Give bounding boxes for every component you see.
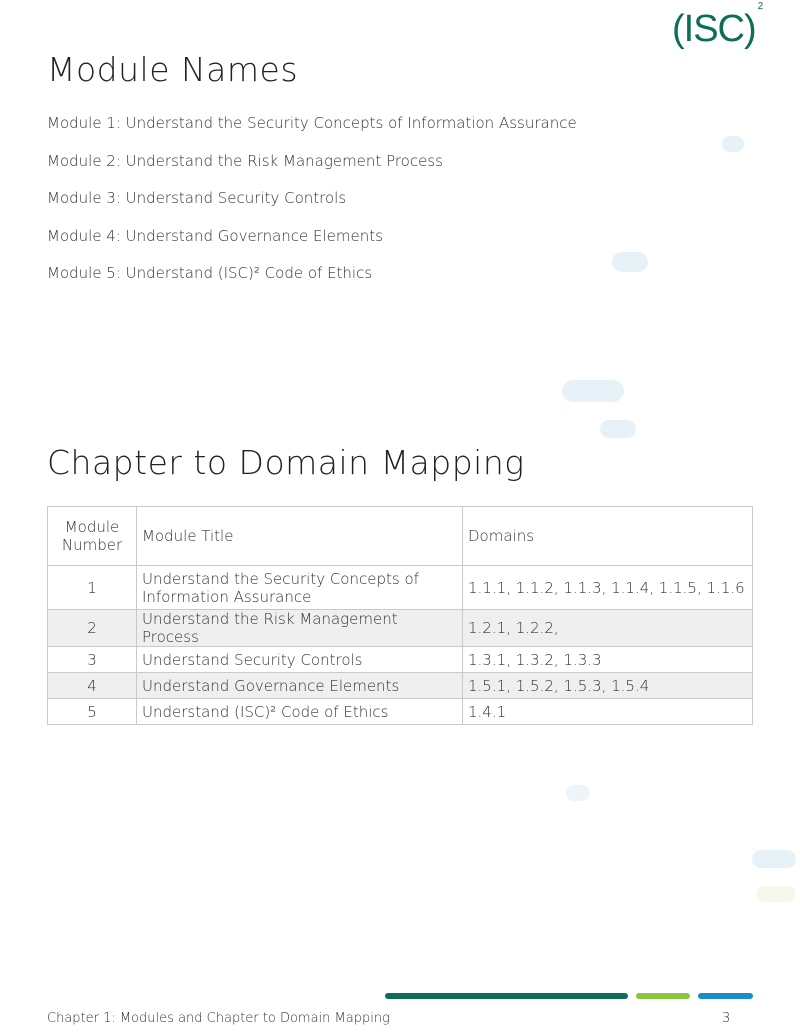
cell-title: Understand the Risk Management Process: [137, 610, 463, 647]
cell-number: 3: [48, 647, 137, 673]
header-module-number: Module Number: [48, 507, 137, 566]
cell-domains: 1.1.1, 1.1.2, 1.1.3, 1.1.4, 1.1.5, 1.1.6: [463, 566, 753, 610]
domain-mapping-table: [47, 506, 753, 725]
cell-domains: 1.4.1: [463, 699, 753, 725]
table-row: [48, 673, 753, 699]
cell-domains: 1.5.1, 1.5.2, 1.5.3, 1.5.4: [463, 673, 753, 699]
footer-bar-lime: [636, 993, 690, 999]
cell-domains: 1.3.1, 1.3.2, 1.3.3: [463, 647, 753, 673]
list-item: Module 4: Understand Governance Elements: [47, 226, 383, 245]
cell-title: Understand Security Controls: [137, 647, 463, 673]
header-module-title: Module Title: [137, 507, 463, 566]
cell-title: Understand (ISC)² Code of Ethics: [137, 699, 463, 725]
background-decoration: [756, 886, 796, 902]
cell-number: 2: [48, 610, 137, 647]
background-decoration: [722, 136, 744, 152]
header-domains: Domains: [463, 507, 753, 566]
cell-number: 1: [48, 566, 137, 610]
background-decoration: [600, 420, 636, 438]
background-decoration: [612, 252, 648, 272]
list-item: Module 2: Understand the Risk Management Process: [47, 151, 443, 170]
footer-bar-blue: [698, 993, 753, 999]
background-decoration: [566, 785, 590, 801]
table-row: [48, 610, 753, 647]
cell-domains: 1.2.1, 1.2.2,: [463, 610, 753, 647]
cell-title: Understand Governance Elements: [137, 673, 463, 699]
isc2-logo: (ISC)$^2$: [672, 1, 763, 50]
cell-number: 5: [48, 699, 137, 725]
footer-chapter-title: Chapter 1: Modules and Chapter to Domain Mapping: [47, 1011, 390, 1026]
module-list: [47, 113, 577, 301]
cell-number: 4: [48, 673, 137, 699]
page-number: 3: [722, 1011, 731, 1026]
table-row: [48, 566, 753, 610]
table-header-row: [48, 507, 753, 566]
table-row: [48, 699, 753, 725]
mapping-heading: Chapter to Domain Mapping: [47, 443, 525, 482]
list-item: Module 5: Understand (ISC)² Code of Ethics: [47, 264, 373, 282]
list-item: Module 3: Understand Security Controls: [47, 189, 347, 207]
table-row: [48, 647, 753, 673]
list-item: Module 1: Understand the Security Concepts of Information Assurance: [47, 114, 577, 132]
cell-title: Understand the Security Concepts of Information Assurance: [137, 566, 463, 610]
background-decoration: [752, 850, 796, 868]
footer-bar-green: [385, 993, 628, 999]
module-names-heading: Module Names: [47, 50, 299, 89]
background-decoration: [562, 380, 624, 402]
